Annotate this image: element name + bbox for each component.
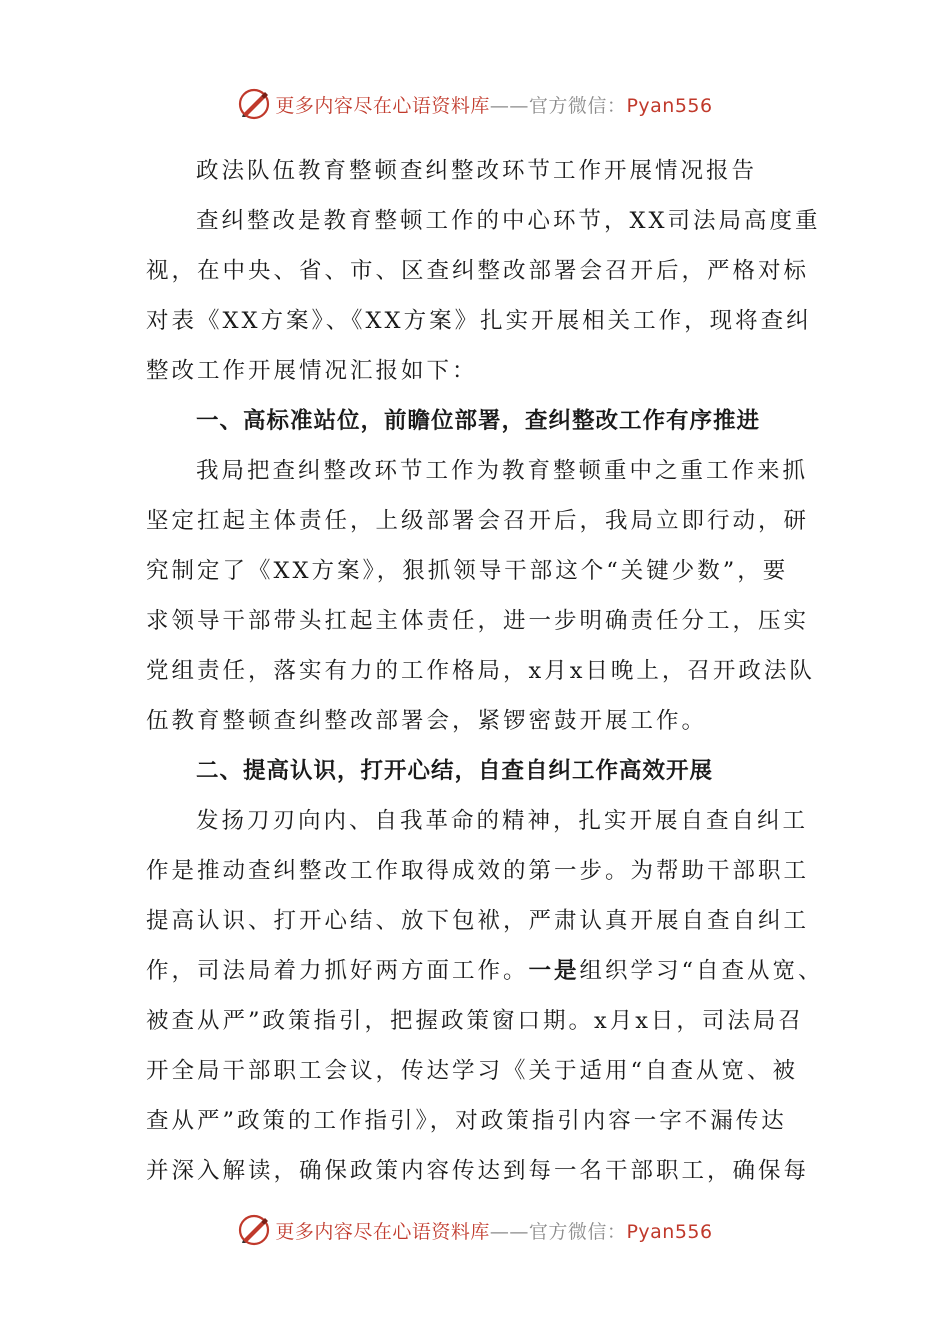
section-heading-1: 一、高标准站位，前瞻位部署，查纠整改工作有序推进 bbox=[196, 408, 761, 434]
paragraph-line: 开全局干部职工会议，传达学习《关于适用“自查从宽、被 bbox=[146, 1058, 799, 1084]
intro-line: 视，在中央、省、市、区查纠整改部署会召开后，严格对标 bbox=[146, 258, 810, 284]
paragraph-line: 并深入解读，确保政策内容传达到每一名干部职工，确保每 bbox=[146, 1158, 810, 1184]
paragraph-line: 求领导干部带头扛起主体责任，进一步明确责任分工，压实 bbox=[146, 608, 810, 634]
paragraph-line: 我局把查纠整改环节工作为教育整顿重中之重工作来抓 bbox=[196, 458, 809, 484]
footer-banner bbox=[0, 1210, 950, 1250]
banner-wechat: Pyan556 bbox=[626, 1220, 713, 1243]
paragraph-line: 党组责任，落实有力的工作格局，x月x日晚上，召开政法队 bbox=[146, 658, 815, 684]
document-title: 政法队伍教育整顿查纠整改环节工作开展情况报告 bbox=[196, 158, 758, 184]
paragraph-line: 究制定了《XX方案》，狠抓领导干部这个“关键少数”，要 bbox=[146, 558, 789, 584]
pen-logo-icon bbox=[237, 1213, 271, 1247]
paragraph-line bbox=[146, 946, 824, 996]
pen-logo-icon bbox=[237, 87, 271, 121]
paragraph-line: 查从严”政策的工作指引》，对政策指引内容一字不漏传达 bbox=[146, 1108, 787, 1134]
banner-text bbox=[275, 91, 712, 118]
line-text: 组织学习“自查从宽、 bbox=[579, 958, 824, 984]
banner-dash: —— bbox=[489, 1220, 529, 1243]
intro-line: 查纠整改是教育整顿工作的中心环节，XX司法局高度重 bbox=[196, 208, 821, 234]
banner-label: 官方微信： bbox=[528, 94, 627, 117]
line-text: 作，司法局着力抓好两方面工作。 bbox=[146, 958, 529, 984]
banner-dash: —— bbox=[489, 94, 529, 117]
paragraph-line: 提高认识、打开心结、放下包袱，严肃认真开展自查自纠工 bbox=[146, 908, 810, 934]
paragraph-line: 伍教育整顿查纠整改部署会，紧锣密鼓开展工作。 bbox=[146, 708, 708, 734]
banner-library: 更多内容尽在心语资料库 bbox=[275, 94, 490, 117]
banner-wechat: Pyan556 bbox=[626, 94, 713, 117]
banner-text bbox=[275, 1217, 712, 1244]
intro-line: 对表《XX方案》、《XX方案》扎实开展相关工作，现将查纠 bbox=[146, 308, 812, 334]
intro-line: 整改工作开展情况汇报如下： bbox=[146, 358, 478, 384]
paragraph-line: 发扬刀刃向内、自我革命的精神，扎实开展自查自纠工 bbox=[196, 808, 809, 834]
paragraph-line: 坚定扛起主体责任，上级部署会召开后，我局立即行动，研 bbox=[146, 508, 810, 534]
emphasis-first: 一是 bbox=[528, 958, 580, 984]
section-heading-2: 二、提高认识，打开心结，自查自纠工作高效开展 bbox=[196, 758, 714, 784]
document-body bbox=[146, 146, 824, 1196]
banner-library: 更多内容尽在心语资料库 bbox=[275, 1220, 490, 1243]
paragraph-line: 作是推动查纠整改工作取得成效的第一步。为帮助干部职工 bbox=[146, 858, 810, 884]
paragraph-line: 被查从严”政策指引，把握政策窗口期。x月x日，司法局召 bbox=[146, 1008, 804, 1034]
header-banner bbox=[0, 84, 950, 124]
banner-label: 官方微信： bbox=[528, 1220, 627, 1243]
